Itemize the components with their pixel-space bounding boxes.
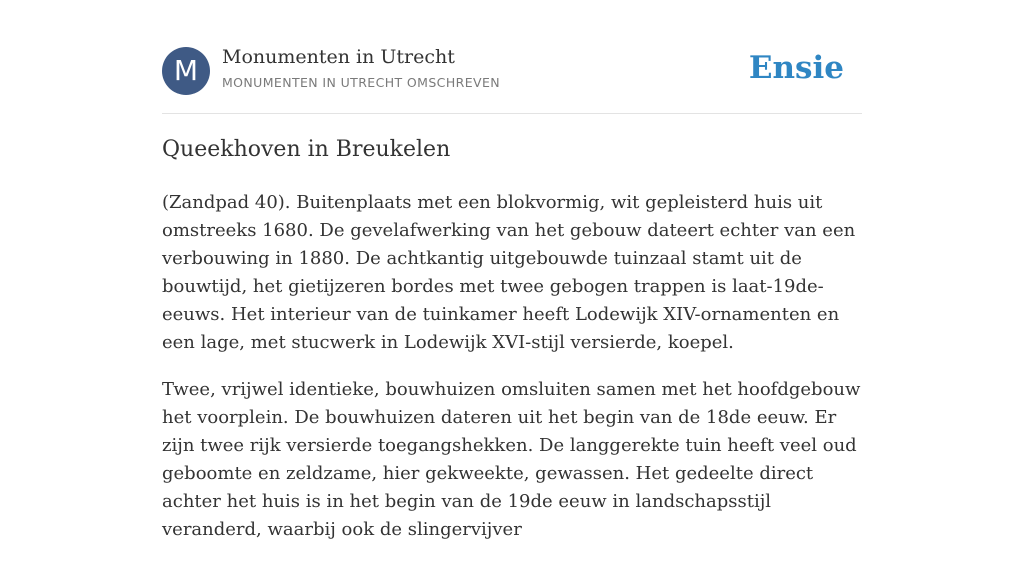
header-divider <box>162 113 862 114</box>
site-title[interactable]: Monumenten in Utrecht <box>222 46 455 68</box>
site-subtitle: MONUMENTEN IN UTRECHT OMSCHREVEN <box>222 75 500 90</box>
brand-logo[interactable]: Ensie <box>748 50 844 86</box>
avatar[interactable]: M <box>162 47 210 95</box>
article-paragraph: (Zandpad 40). Buitenplaats met een blokvormig, wit gepleisterd huis uit omstreeks 1680. De gevelafwerking van het gebouw dateert echter van een verbouwing in 1880. De achtkantig uitgebouwde tuinzaal stamt uit de bouwtijd, het gietijzeren bordes met twee gebogen trappen is laat-19de-eeuws. Het interieur van de tuinkamer heeft Lodewijk XIV-ornamenten en een lage, met stucwerk in Lodewijk XVI-stijl versierde, koepel. <box>162 192 856 353</box>
article-title: Queekhoven in Breukelen <box>162 137 451 162</box>
article-body <box>162 189 862 563</box>
article-paragraph: Twee, vrijwel identieke, bouwhuizen omsluiten samen met het hoofdgebouw het voorplein. De bouwhuizen dateren uit het begin van de 18de eeuw. Er zijn twee rijk versierde toegangshekken. De langgerekte tuin heeft veel oud geboomte en zeldzame, hier gekweekte, gewassen. Het gedeelte direct achter het huis is in het begin van de 19de eeuw in landschapsstijl veranderd, waarbij ook de slingervijver <box>162 379 861 540</box>
site-header <box>162 46 862 96</box>
